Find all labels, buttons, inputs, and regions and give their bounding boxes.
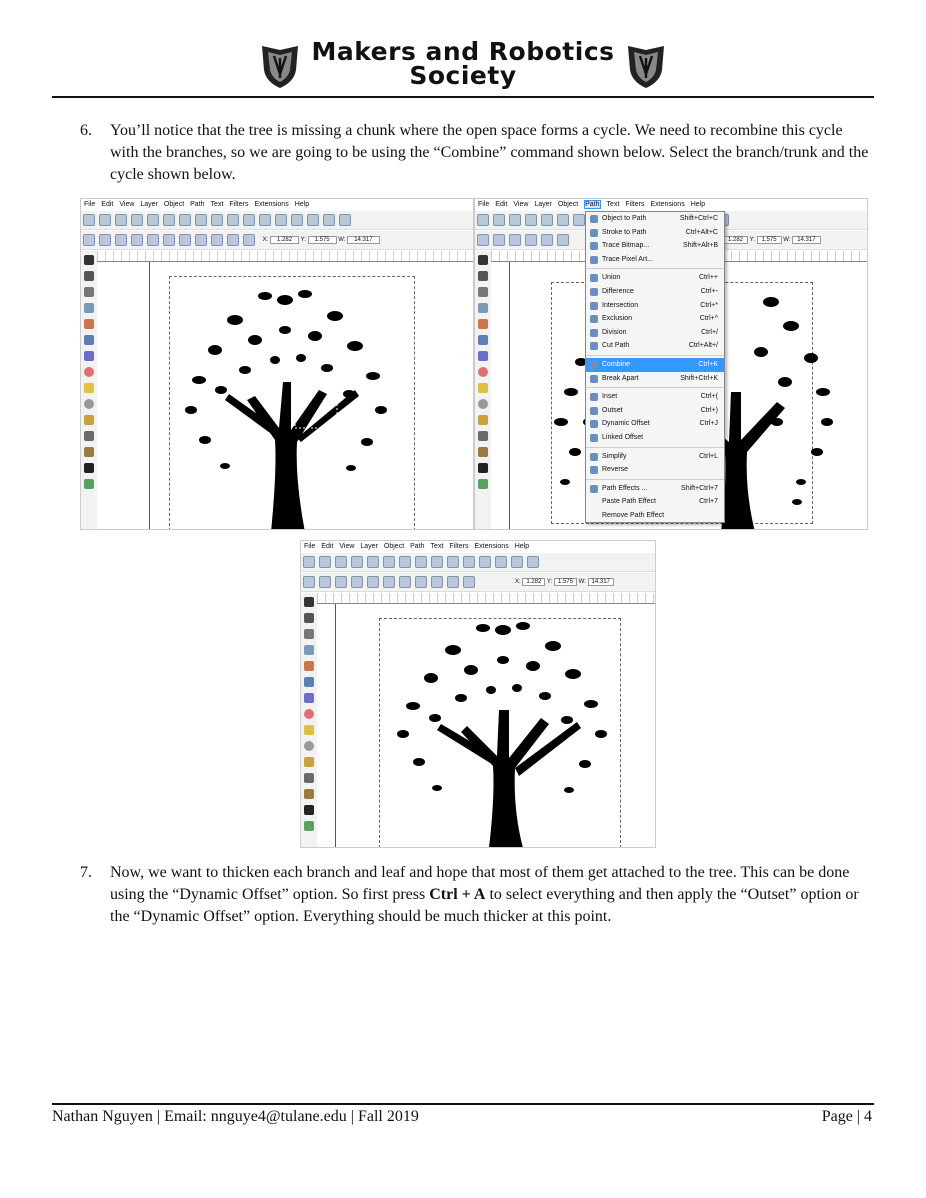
spray-tool-icon[interactable] bbox=[84, 479, 94, 489]
menu-bar bbox=[475, 199, 867, 211]
pen-tool-icon[interactable] bbox=[478, 431, 488, 441]
select-all-icon[interactable] bbox=[477, 234, 489, 246]
trace-pixel-art-icon bbox=[590, 256, 598, 264]
deselect-icon[interactable] bbox=[335, 576, 347, 588]
menu-filters[interactable]: Filters bbox=[449, 543, 469, 550]
zoom-page-icon[interactable] bbox=[291, 214, 303, 226]
w-field[interactable]: 14.317 bbox=[588, 578, 614, 586]
paste-icon[interactable] bbox=[463, 556, 475, 568]
tweak-tool-icon[interactable] bbox=[304, 629, 314, 639]
menu-object[interactable]: Object bbox=[557, 201, 579, 208]
undo-icon[interactable] bbox=[399, 556, 411, 568]
menu-help[interactable]: Help bbox=[514, 543, 530, 550]
x-label: X: bbox=[515, 579, 521, 585]
shield-logo-left-icon bbox=[260, 44, 300, 90]
tree-silhouette bbox=[367, 610, 637, 848]
star-tool-icon[interactable] bbox=[84, 383, 94, 393]
menu-object[interactable]: Object bbox=[383, 543, 405, 550]
rotate-ccw-icon[interactable] bbox=[351, 576, 363, 588]
menu-item-remove-path-effect[interactable]: Remove Path Effect bbox=[602, 511, 665, 519]
flip-v-icon[interactable] bbox=[179, 234, 191, 246]
flip-h-icon[interactable] bbox=[163, 234, 175, 246]
copy-icon[interactable] bbox=[211, 214, 223, 226]
w-field[interactable]: 14.317 bbox=[792, 236, 820, 244]
measure-tool-icon[interactable] bbox=[304, 661, 314, 671]
unlink-icon[interactable] bbox=[339, 214, 351, 226]
export-icon[interactable] bbox=[163, 214, 175, 226]
menu-item-stroke-to-path[interactable]: Stroke to Path Ctrl+Alt+C bbox=[586, 226, 724, 240]
w-label: W: bbox=[578, 579, 586, 585]
new-icon[interactable] bbox=[477, 214, 489, 226]
step-text: You’ll notice that the tree is missing a chunk where the open space forms a cycle. We need to recombine this cycle with the branches, so we are going to be using the “Combine” command shown below. Select the branch/trunk and the cycle shown below. bbox=[110, 122, 869, 183]
menu-separator bbox=[586, 355, 724, 356]
menu-extensions[interactable]: Extensions bbox=[474, 543, 509, 550]
rotate-cw-icon[interactable] bbox=[367, 576, 379, 588]
spiral-tool-icon[interactable] bbox=[304, 741, 314, 751]
menu-filters[interactable]: Filters bbox=[625, 201, 645, 208]
dynamic-offset-icon bbox=[590, 420, 598, 428]
menu-item-trace-bitmap[interactable]: Trace Bitmap... Shift+Alt+B bbox=[586, 239, 724, 253]
flip-v-icon[interactable] bbox=[399, 576, 411, 588]
save-icon[interactable] bbox=[509, 214, 521, 226]
tool-palette bbox=[301, 593, 317, 847]
lower-bottom-icon[interactable] bbox=[243, 234, 255, 246]
linked-offset-icon bbox=[590, 434, 598, 442]
menu-item-object-to-path[interactable]: Object to Path Shift+Ctrl+C bbox=[586, 212, 724, 226]
zoom-selection-icon[interactable] bbox=[259, 214, 271, 226]
node-tool-icon[interactable] bbox=[478, 271, 488, 281]
drawing-canvas[interactable] bbox=[317, 604, 655, 847]
flip-h-icon[interactable] bbox=[557, 234, 569, 246]
step-text bbox=[110, 862, 874, 928]
screenshot-path-menu bbox=[474, 198, 868, 530]
y-field[interactable]: 1.575 bbox=[757, 236, 782, 244]
menu-item-combine[interactable]: Combine Ctrl+K bbox=[586, 358, 724, 372]
text-tool-icon[interactable] bbox=[84, 463, 94, 473]
measure-tool-icon[interactable] bbox=[478, 319, 488, 329]
tool-controls-bar bbox=[81, 231, 473, 250]
export-icon[interactable] bbox=[557, 214, 569, 226]
tool-palette bbox=[475, 251, 491, 529]
import-icon[interactable] bbox=[367, 556, 379, 568]
division-icon bbox=[590, 329, 598, 337]
menu-edit[interactable]: Edit bbox=[495, 201, 508, 208]
import-icon[interactable] bbox=[541, 214, 553, 226]
w-label: W: bbox=[783, 237, 791, 243]
select-all-icon[interactable] bbox=[303, 576, 315, 588]
menu-file[interactable]: File bbox=[478, 201, 490, 208]
pencil-tool-icon[interactable] bbox=[84, 415, 94, 425]
spray-tool-icon[interactable] bbox=[478, 479, 488, 489]
rect-tool-icon[interactable] bbox=[304, 677, 314, 687]
node-tool-icon[interactable] bbox=[304, 613, 314, 623]
zoom-page-icon[interactable] bbox=[511, 556, 523, 568]
menu-file[interactable]: File bbox=[304, 543, 316, 550]
menu-edit[interactable]: Edit bbox=[101, 201, 114, 208]
menu-item-outset[interactable]: Outset Ctrl+) bbox=[586, 404, 724, 418]
menu-view[interactable]: View bbox=[339, 543, 355, 550]
zoom-tool-icon[interactable] bbox=[304, 645, 314, 655]
commands-toolbar bbox=[81, 211, 473, 230]
menu-item-simplify[interactable]: Simplify Ctrl+L bbox=[586, 450, 724, 464]
exclusion-icon bbox=[590, 315, 598, 323]
menu-filters[interactable]: Filters bbox=[229, 201, 249, 208]
commands-toolbar bbox=[301, 553, 655, 572]
path-dropdown-menu bbox=[585, 211, 725, 523]
x-field[interactable]: 1.282 bbox=[522, 578, 545, 586]
raise-icon[interactable] bbox=[211, 234, 223, 246]
3dbox-tool-icon[interactable] bbox=[84, 351, 94, 361]
menu-layer[interactable]: Layer bbox=[140, 201, 158, 208]
difference-icon bbox=[590, 288, 598, 296]
path-effects-icon bbox=[590, 485, 598, 493]
print-icon[interactable] bbox=[131, 214, 143, 226]
y-label: Y: bbox=[300, 237, 306, 243]
outset-icon bbox=[590, 407, 598, 415]
menu-file[interactable]: File bbox=[84, 201, 96, 208]
zoom-drawing-icon[interactable] bbox=[495, 556, 507, 568]
zoom-tool-icon[interactable] bbox=[478, 303, 488, 313]
tree-silhouette bbox=[155, 270, 417, 530]
lower-icon[interactable] bbox=[227, 234, 239, 246]
menu-layer[interactable]: Layer bbox=[534, 201, 552, 208]
menu-view[interactable]: View bbox=[513, 201, 529, 208]
menu-separator bbox=[586, 479, 724, 480]
screenshot-selection bbox=[80, 198, 474, 530]
lower-bottom-icon[interactable] bbox=[463, 576, 475, 588]
stroke-to-path-icon bbox=[590, 229, 598, 237]
open-icon[interactable] bbox=[319, 556, 331, 568]
y-field[interactable]: 1.575 bbox=[308, 236, 337, 244]
horizontal-ruler[interactable] bbox=[317, 593, 655, 604]
raise-top-icon[interactable] bbox=[195, 234, 207, 246]
selector-tool-icon[interactable] bbox=[304, 597, 314, 607]
menu-item-path-effects[interactable]: Path Effects ... Shift+Ctrl+7 bbox=[586, 482, 724, 496]
export-icon[interactable] bbox=[383, 556, 395, 568]
menu-item-reverse[interactable]: Reverse bbox=[586, 463, 724, 477]
menu-item-break-apart[interactable]: Break Apart Shift+Ctrl+K bbox=[586, 372, 724, 386]
keyboard-shortcut: Ctrl + A bbox=[429, 886, 486, 903]
menu-item-exclusion[interactable]: Exclusion Ctrl+^ bbox=[586, 312, 724, 326]
menu-item-cut-path[interactable]: Cut Path Ctrl+Alt+/ bbox=[586, 339, 724, 353]
x-label: X: bbox=[262, 237, 269, 243]
duplicate-icon[interactable] bbox=[307, 214, 319, 226]
object-to-path-icon bbox=[590, 215, 598, 223]
redo-icon[interactable] bbox=[415, 556, 427, 568]
select-all-icon[interactable] bbox=[83, 234, 95, 246]
tool-controls-bar bbox=[301, 573, 655, 592]
w-field[interactable]: 14.317 bbox=[347, 236, 379, 244]
menu-path[interactable]: Path bbox=[410, 543, 425, 550]
undo-icon[interactable] bbox=[573, 214, 585, 226]
page-header bbox=[0, 36, 926, 98]
y-label: Y: bbox=[749, 237, 755, 243]
menu-item-inset[interactable]: Inset Ctrl+( bbox=[586, 390, 724, 404]
print-icon[interactable] bbox=[351, 556, 363, 568]
union-icon bbox=[590, 274, 598, 282]
menu-bar bbox=[301, 541, 655, 553]
paste-icon[interactable] bbox=[243, 214, 255, 226]
lower-icon[interactable] bbox=[447, 576, 459, 588]
x-field[interactable]: 1.282 bbox=[270, 236, 299, 244]
menu-separator bbox=[586, 447, 724, 448]
horizontal-ruler[interactable] bbox=[97, 251, 473, 262]
selector-tool-icon[interactable] bbox=[84, 255, 94, 265]
select-all-layers-icon[interactable] bbox=[493, 234, 505, 246]
cut-path-icon bbox=[590, 342, 598, 350]
zoom-tool-icon[interactable] bbox=[84, 303, 94, 313]
save-icon[interactable] bbox=[115, 214, 127, 226]
copy-icon[interactable] bbox=[431, 556, 443, 568]
ellipse-tool-icon[interactable] bbox=[478, 367, 488, 377]
y-field[interactable]: 1.575 bbox=[554, 578, 577, 586]
rect-tool-icon[interactable] bbox=[84, 335, 94, 345]
deselect-icon[interactable] bbox=[115, 234, 127, 246]
menu-item-dynamic-offset[interactable]: Dynamic Offset Ctrl+J bbox=[586, 417, 724, 431]
step-text-part-b: to select everything and then apply the “Outset” option or the “Dynamic Offset” option. Everything should be much thicker at this point. bbox=[110, 886, 859, 925]
zoom-drawing-icon[interactable] bbox=[275, 214, 287, 226]
measure-tool-icon[interactable] bbox=[84, 319, 94, 329]
menu-item-union[interactable]: Union Ctrl++ bbox=[586, 271, 724, 285]
menu-layer[interactable]: Layer bbox=[360, 543, 378, 550]
rotate-ccw-icon[interactable] bbox=[131, 234, 143, 246]
menu-path-open[interactable]: Path bbox=[585, 201, 600, 208]
menu-item-difference[interactable]: Difference Ctrl+- bbox=[586, 285, 724, 299]
menu-object[interactable]: Object bbox=[163, 201, 185, 208]
menu-item-intersection[interactable]: Intersection Ctrl+* bbox=[586, 299, 724, 313]
3dbox-tool-icon[interactable] bbox=[304, 693, 314, 703]
combine-icon bbox=[590, 361, 598, 369]
deselect-icon[interactable] bbox=[509, 234, 521, 246]
header-rule bbox=[52, 96, 874, 98]
flip-h-icon[interactable] bbox=[383, 576, 395, 588]
trace-bitmap-icon bbox=[590, 242, 598, 250]
menu-extensions[interactable]: Extensions bbox=[650, 201, 685, 208]
calligraphy-tool-icon[interactable] bbox=[84, 447, 94, 457]
shield-logo-right-icon bbox=[626, 44, 666, 90]
raise-top-icon[interactable] bbox=[415, 576, 427, 588]
open-icon[interactable] bbox=[493, 214, 505, 226]
rect-tool-icon[interactable] bbox=[478, 335, 488, 345]
selector-tool-icon[interactable] bbox=[478, 255, 488, 265]
cut-icon[interactable] bbox=[447, 556, 459, 568]
select-all-layers-icon[interactable] bbox=[319, 576, 331, 588]
menu-separator bbox=[586, 387, 724, 388]
menu-item-linked-offset[interactable]: Linked Offset bbox=[586, 431, 724, 445]
ellipse-tool-icon[interactable] bbox=[84, 367, 94, 377]
menu-text[interactable]: Text bbox=[210, 201, 224, 208]
simplify-icon bbox=[590, 453, 598, 461]
new-icon[interactable] bbox=[83, 214, 95, 226]
menu-item-trace-pixel-art[interactable]: Trace Pixel Art... bbox=[586, 253, 724, 267]
spray-tool-icon[interactable] bbox=[304, 821, 314, 831]
footer-author: Nathan Nguyen | Email: nnguye4@tulane.edu | Fall 2019 bbox=[52, 1108, 419, 1125]
3dbox-tool-icon[interactable] bbox=[478, 351, 488, 361]
ellipse-tool-icon[interactable] bbox=[304, 709, 314, 719]
import-icon[interactable] bbox=[147, 214, 159, 226]
pen-tool-icon[interactable] bbox=[304, 773, 314, 783]
page-border bbox=[509, 262, 510, 529]
star-tool-icon[interactable] bbox=[478, 383, 488, 393]
menu-text[interactable]: Text bbox=[430, 543, 444, 550]
reverse-icon bbox=[590, 466, 598, 474]
redo-icon[interactable] bbox=[195, 214, 207, 226]
star-tool-icon[interactable] bbox=[304, 725, 314, 735]
calligraphy-tool-icon[interactable] bbox=[304, 789, 314, 799]
print-icon[interactable] bbox=[525, 214, 537, 226]
step-number: 7. bbox=[80, 864, 92, 881]
page-border bbox=[149, 262, 150, 529]
clone-icon[interactable] bbox=[323, 214, 335, 226]
cut-icon[interactable] bbox=[227, 214, 239, 226]
menu-item-paste-path-effect[interactable]: Paste Path Effect Ctrl+7 bbox=[602, 498, 718, 506]
screenshot-combined bbox=[300, 540, 656, 848]
title-line-1: Makers and Robotics bbox=[311, 37, 615, 66]
inset-icon bbox=[590, 393, 598, 401]
menu-help[interactable]: Help bbox=[294, 201, 310, 208]
x-field[interactable]: 1.282 bbox=[723, 236, 748, 244]
spiral-tool-icon[interactable] bbox=[478, 399, 488, 409]
select-all-layers-icon[interactable] bbox=[99, 234, 111, 246]
y-label: Y: bbox=[546, 579, 553, 585]
step-number: 6. bbox=[80, 122, 92, 139]
text-tool-icon[interactable] bbox=[304, 805, 314, 815]
rotate-cw-icon[interactable] bbox=[541, 234, 553, 246]
society-title bbox=[300, 37, 626, 90]
save-icon[interactable] bbox=[335, 556, 347, 568]
menu-view[interactable]: View bbox=[119, 201, 135, 208]
title-line-2: Society bbox=[409, 61, 517, 90]
raise-icon[interactable] bbox=[431, 576, 443, 588]
menu-text[interactable]: Text bbox=[606, 201, 620, 208]
menu-separator bbox=[586, 268, 724, 269]
undo-icon[interactable] bbox=[179, 214, 191, 226]
intersection-icon bbox=[590, 302, 598, 310]
page-border bbox=[335, 604, 336, 847]
duplicate-icon[interactable] bbox=[527, 556, 539, 568]
menu-extensions[interactable]: Extensions bbox=[254, 201, 289, 208]
pencil-tool-icon[interactable] bbox=[304, 757, 314, 767]
calligraphy-tool-icon[interactable] bbox=[478, 447, 488, 457]
open-icon[interactable] bbox=[99, 214, 111, 226]
footer-rule bbox=[52, 1103, 874, 1105]
footer-page-number: Page | 4 bbox=[821, 1108, 872, 1125]
zoom-selection-icon[interactable] bbox=[479, 556, 491, 568]
rotate-cw-icon[interactable] bbox=[147, 234, 159, 246]
text-tool-icon[interactable] bbox=[478, 463, 488, 473]
tool-palette bbox=[81, 251, 97, 529]
menu-bar bbox=[81, 199, 473, 211]
w-label: W: bbox=[338, 237, 346, 243]
drawing-canvas[interactable] bbox=[97, 262, 473, 529]
menu-help[interactable]: Help bbox=[690, 201, 706, 208]
node-tool-icon[interactable] bbox=[84, 271, 94, 281]
tweak-tool-icon[interactable] bbox=[84, 287, 94, 297]
new-icon[interactable] bbox=[303, 556, 315, 568]
menu-edit[interactable]: Edit bbox=[321, 543, 334, 550]
menu-item-division[interactable]: Division Ctrl+/ bbox=[586, 326, 724, 340]
break-apart-icon bbox=[590, 375, 598, 383]
pencil-tool-icon[interactable] bbox=[478, 415, 488, 425]
tweak-tool-icon[interactable] bbox=[478, 287, 488, 297]
step-text-part-a: Now, we want to thicken each branch and leaf and hope that most of them get attached to the tree. This can be done using the “Dynamic Offset” option. So first press bbox=[110, 864, 850, 903]
menu-path[interactable]: Path bbox=[190, 201, 205, 208]
spiral-tool-icon[interactable] bbox=[84, 399, 94, 409]
rotate-ccw-icon[interactable] bbox=[525, 234, 537, 246]
pen-tool-icon[interactable] bbox=[84, 431, 94, 441]
